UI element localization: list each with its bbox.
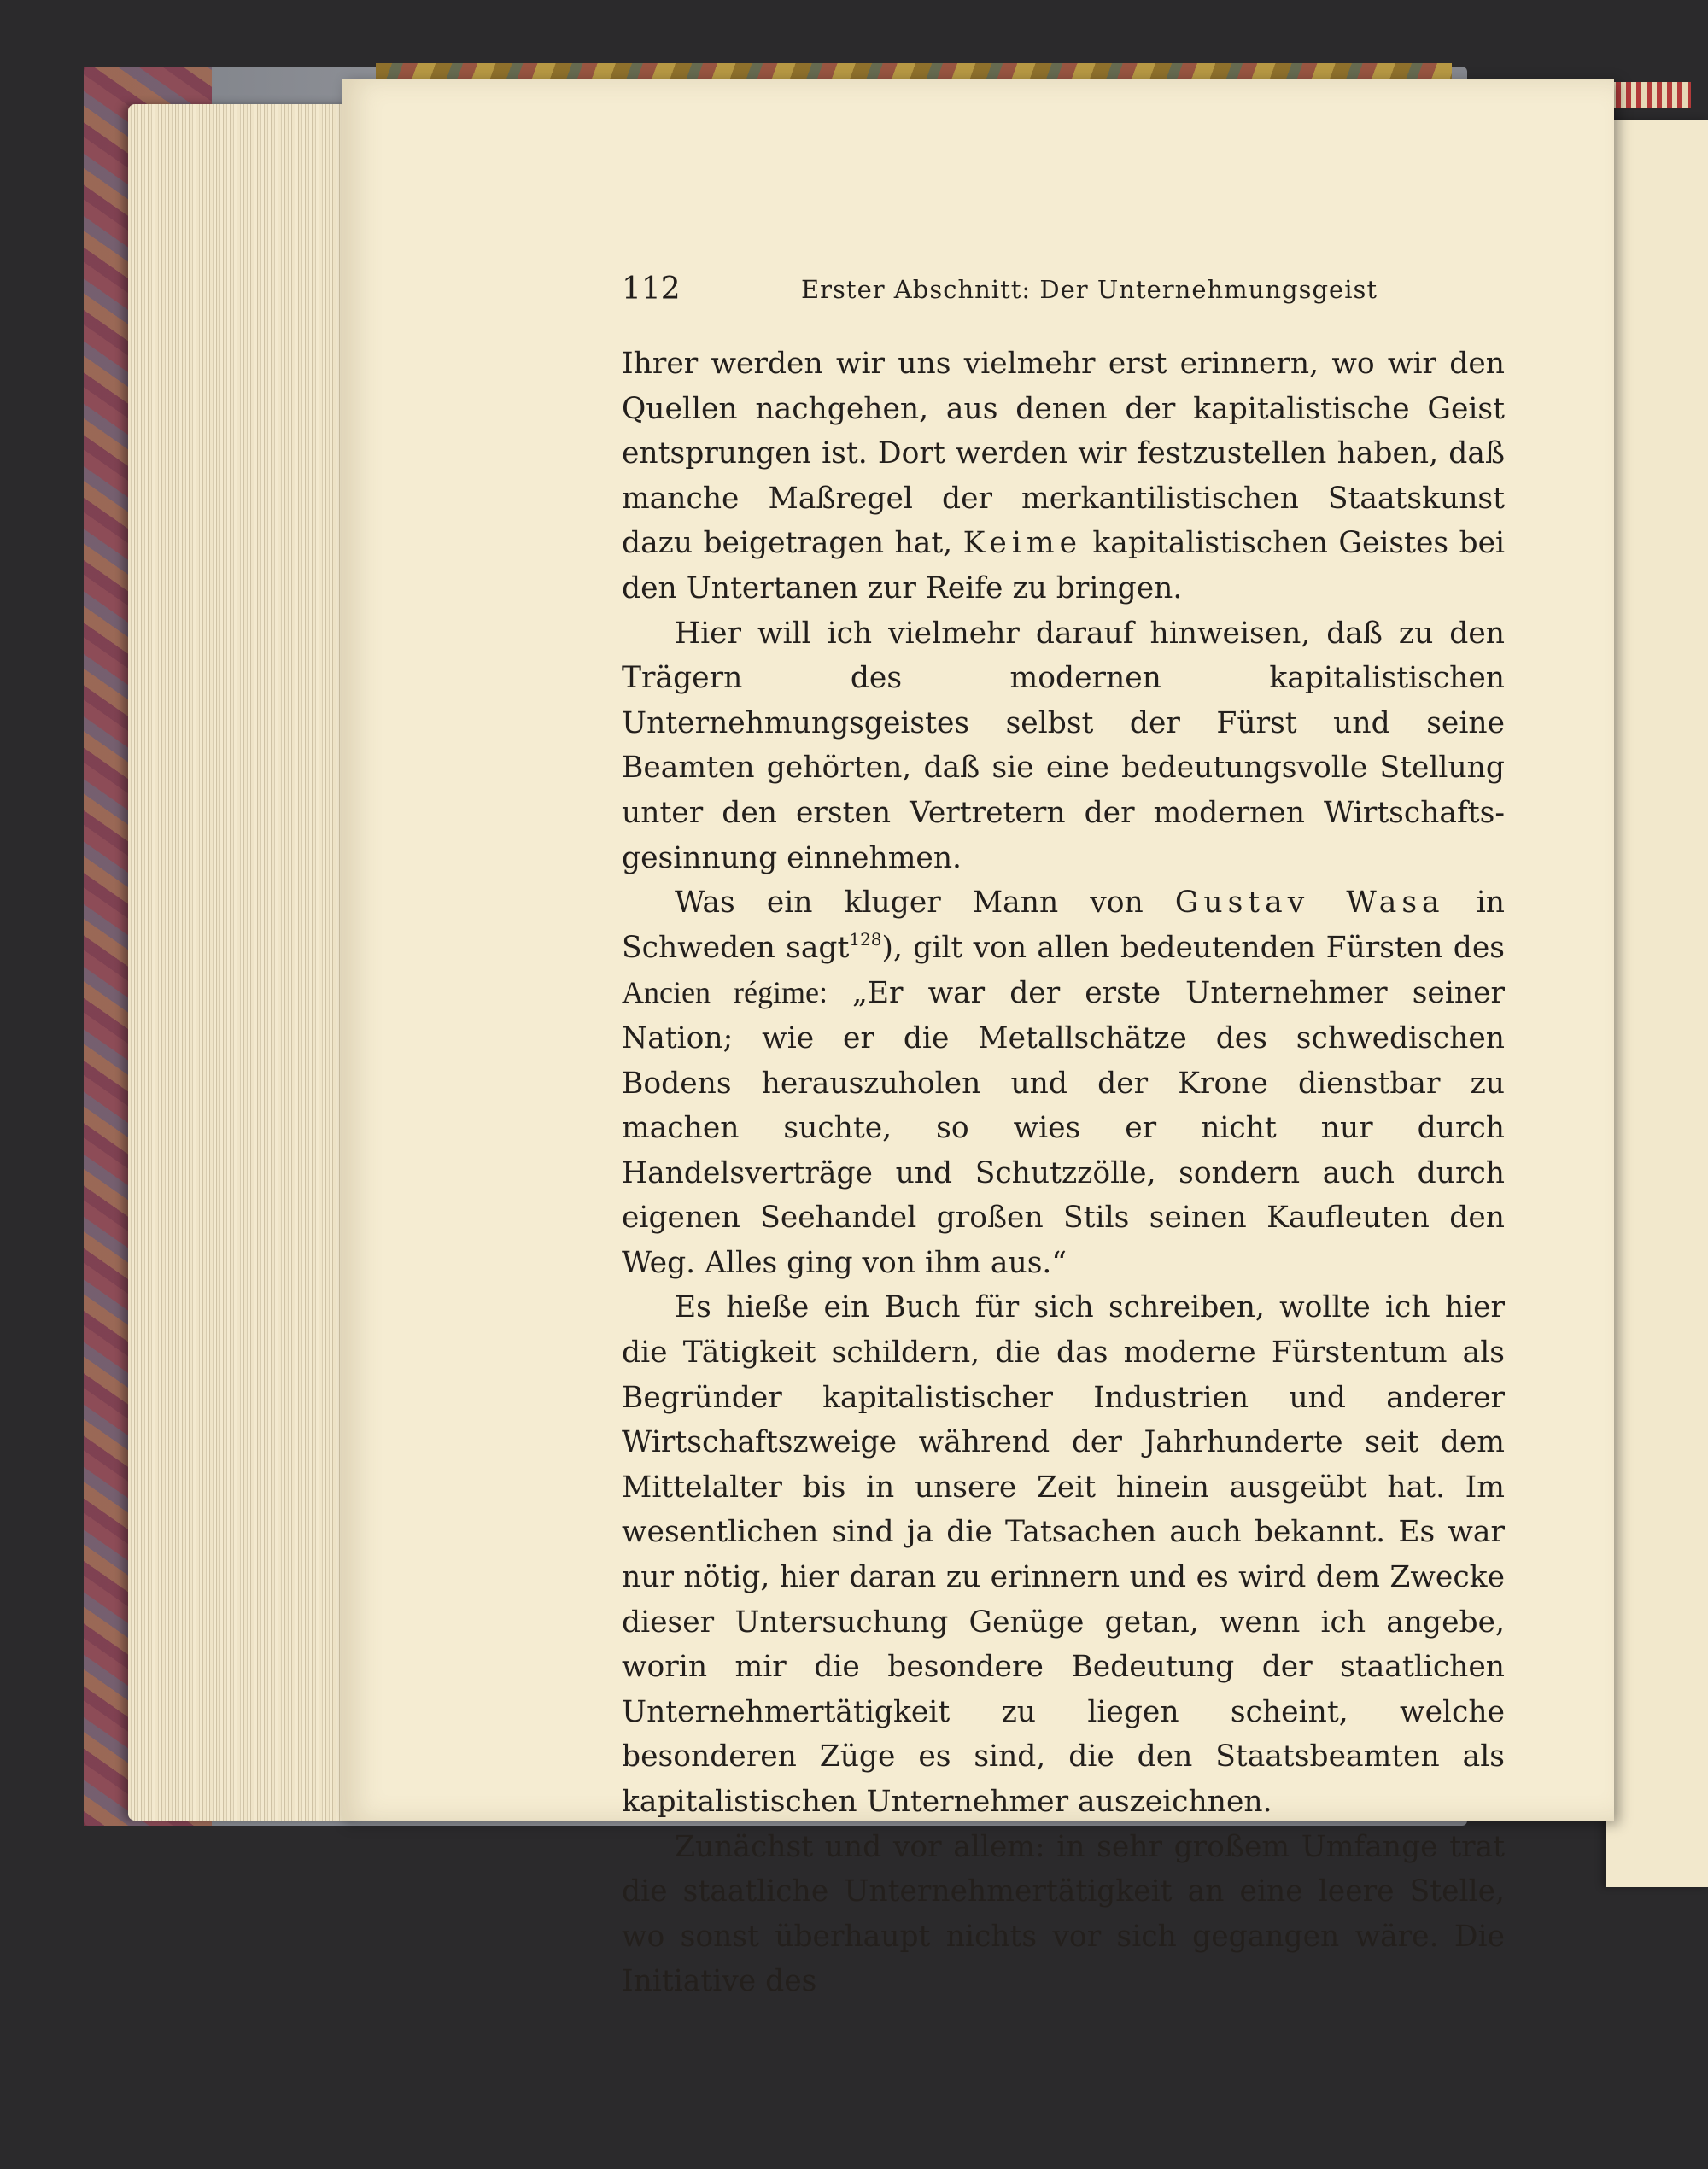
page-number: 112 bbox=[622, 272, 681, 307]
latin-phrase: Ancien régime: bbox=[622, 975, 828, 1010]
page-block-edges bbox=[128, 104, 359, 1821]
footnote-marker[interactable]: 128 bbox=[849, 928, 882, 950]
quotation: „Er war der erste Unternehmer seiner Nation; wie er die Metallschätze des schwedischen Bodens herauszuholen und der Krone dienstbar zu machen suchte, so wies er nicht nur durch Handelsverträge und Schutzzölle, sondern auch durch eigenen Seehandel großen Stils seinen Kaufleuten den Weg. Alles ging von ihm aus.“ bbox=[622, 976, 1505, 1280]
page-header bbox=[622, 272, 1505, 323]
facing-page-edge bbox=[1606, 120, 1708, 1887]
paragraph-5: Zunächst und vor allem: in sehr großem Umfange trat die staatliche Unternehmertätigkeit an eine leere Stelle, wo sonst überhaupt nichts vor sich gegangen wäre. Die Initiative des bbox=[622, 1829, 1505, 1999]
paragraph-3-mid2: ), gilt von allen bedeutenden Fürsten des bbox=[881, 930, 1505, 965]
paragraph-2: Hier will ich vielmehr darauf hinweisen, daß zu den Trägern des modernen kapitalistischen Unternehmungsgeistes selbst der Fürst und seine Beamten gehörten, daß sie eine bedeutungsvolle Stellung unter den ersten Vertretern der modernen Wirtschafts-gesinnung einnehmen. bbox=[622, 616, 1505, 875]
page-content bbox=[622, 272, 1505, 2004]
paragraph-4: Es hieße ein Buch für sich schreiben, wollte ich hier die Tätigkeit schildern, die das moderne Fürstentum als Begründer kapitalistischer Industrien und anderer Wirtschaftszweige während der Jahrhunderte seit dem Mittelalter bis in unsere Zeit hinein ausgeübt hat. Im wesentlichen sind ja die Tatsachen auch bekannt. Es war nur nötig, hier daran zu erinnern und es wird dem Zwecke dieser Untersuchung Genüge getan, wenn ich angebe, worin mir die besondere Bedeutung der staatlichen Unternehmertätigkeit zu liegen scheint, welche besonderen Züge es sind, die den Staatsbeamten als kapitalistischen Unternehmer auszeichnen. bbox=[622, 1290, 1505, 1819]
emphasis-gustav-wasa: Gustav Wasa bbox=[1174, 886, 1445, 921]
emphasis-keime: Keime bbox=[962, 526, 1082, 561]
paragraph-1 bbox=[622, 342, 1505, 611]
paragraph-3-start: Was ein kluger Mann von bbox=[675, 886, 1144, 921]
paragraph-3-mid: in Schweden sagt bbox=[622, 886, 1505, 965]
paragraph-3 bbox=[622, 880, 1505, 1285]
paragraph-1-text: Ihrer werden wir uns vielmehr erst erinnern, wo wir den Quellen nachgehen, aus denen der kapitalistische Geist entsprungen ist. Dort werden wir festzustellen haben, daß manche Maßregel der merkantilistischen Staatskunst dazu beigetragen hat, bbox=[622, 347, 1505, 561]
paragraph-1-end: kapitalistischen Geistes bei den Untertanen zur Reife zu bringen. bbox=[622, 526, 1506, 605]
running-head: Erster Abschnitt: Der Unternehmungsgeist bbox=[801, 275, 1378, 304]
